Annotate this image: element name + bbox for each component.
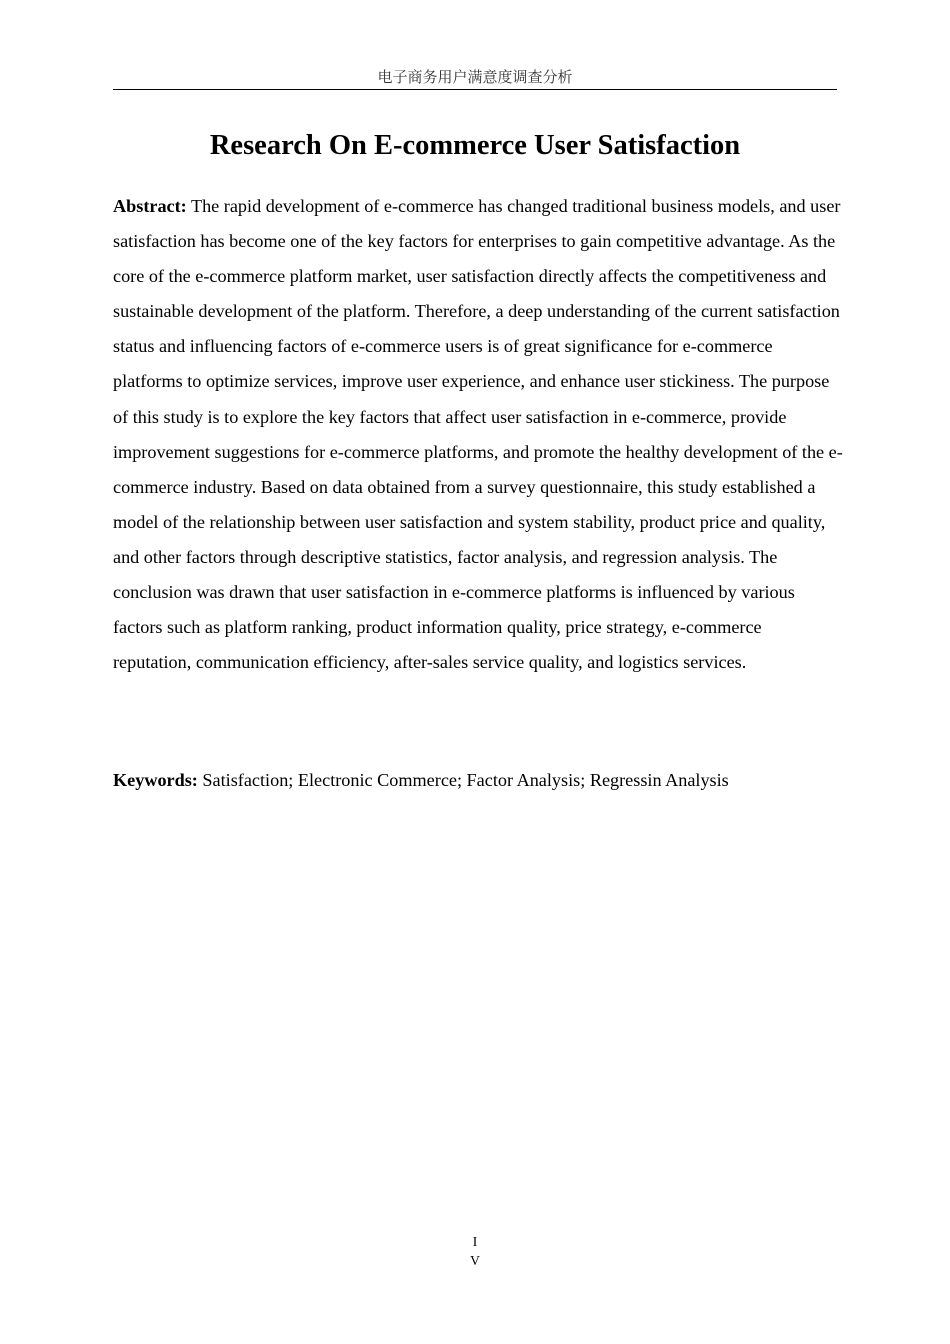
keywords-paragraph — [113, 763, 853, 798]
running-title: 电子商务用户满意度调查分析 — [377, 68, 573, 86]
page-number-line-1: I — [472, 1234, 478, 1249]
keywords-label: Keywords: — [113, 770, 198, 790]
keywords-text: Satisfaction; Electronic Commerce; Factor Analysis; Regressin Analysis — [197, 770, 729, 790]
page-header — [113, 66, 837, 90]
abstract-text: The rapid development of e-commerce has changed traditional business models, and user satisfaction has become one of the key factors for enterprises to gain competitive advantage. As the core of the e-commerce platform market, user satisfaction directly affects the competitiveness and sustainable development of the platform. Therefore, a deep understanding of the current satisfaction status and influencing factors of e-commerce users is of great significance for e-commerce platforms to optimize services, improve user experience, and enhance user stickiness. The purpose of this study is to explore the key factors that affect user satisfaction in e-commerce, provide improvement suggestions for e-commerce platforms, and promote the healthy development of the e-commerce industry. Based on data obtained from a survey questionnaire, this study established a model of the relationship between user satisfaction and system stability, product price and quality, and other factors through descriptive statistics, factor analysis, and regression analysis. The conclusion was drawn that user satisfaction in e-commerce platforms is influenced by various factors such as platform ranking, product information quality, price strategy, e-commerce reputation, communication efficiency, after-sales service quality, and logistics services. — [113, 196, 843, 673]
document-title: Research On E-commerce User Satisfaction — [209, 130, 741, 161]
abstract-paragraph — [113, 189, 843, 680]
page-number — [440, 1232, 510, 1270]
page-number-line-2: V — [470, 1253, 480, 1268]
abstract-label: Abstract: — [113, 196, 187, 216]
